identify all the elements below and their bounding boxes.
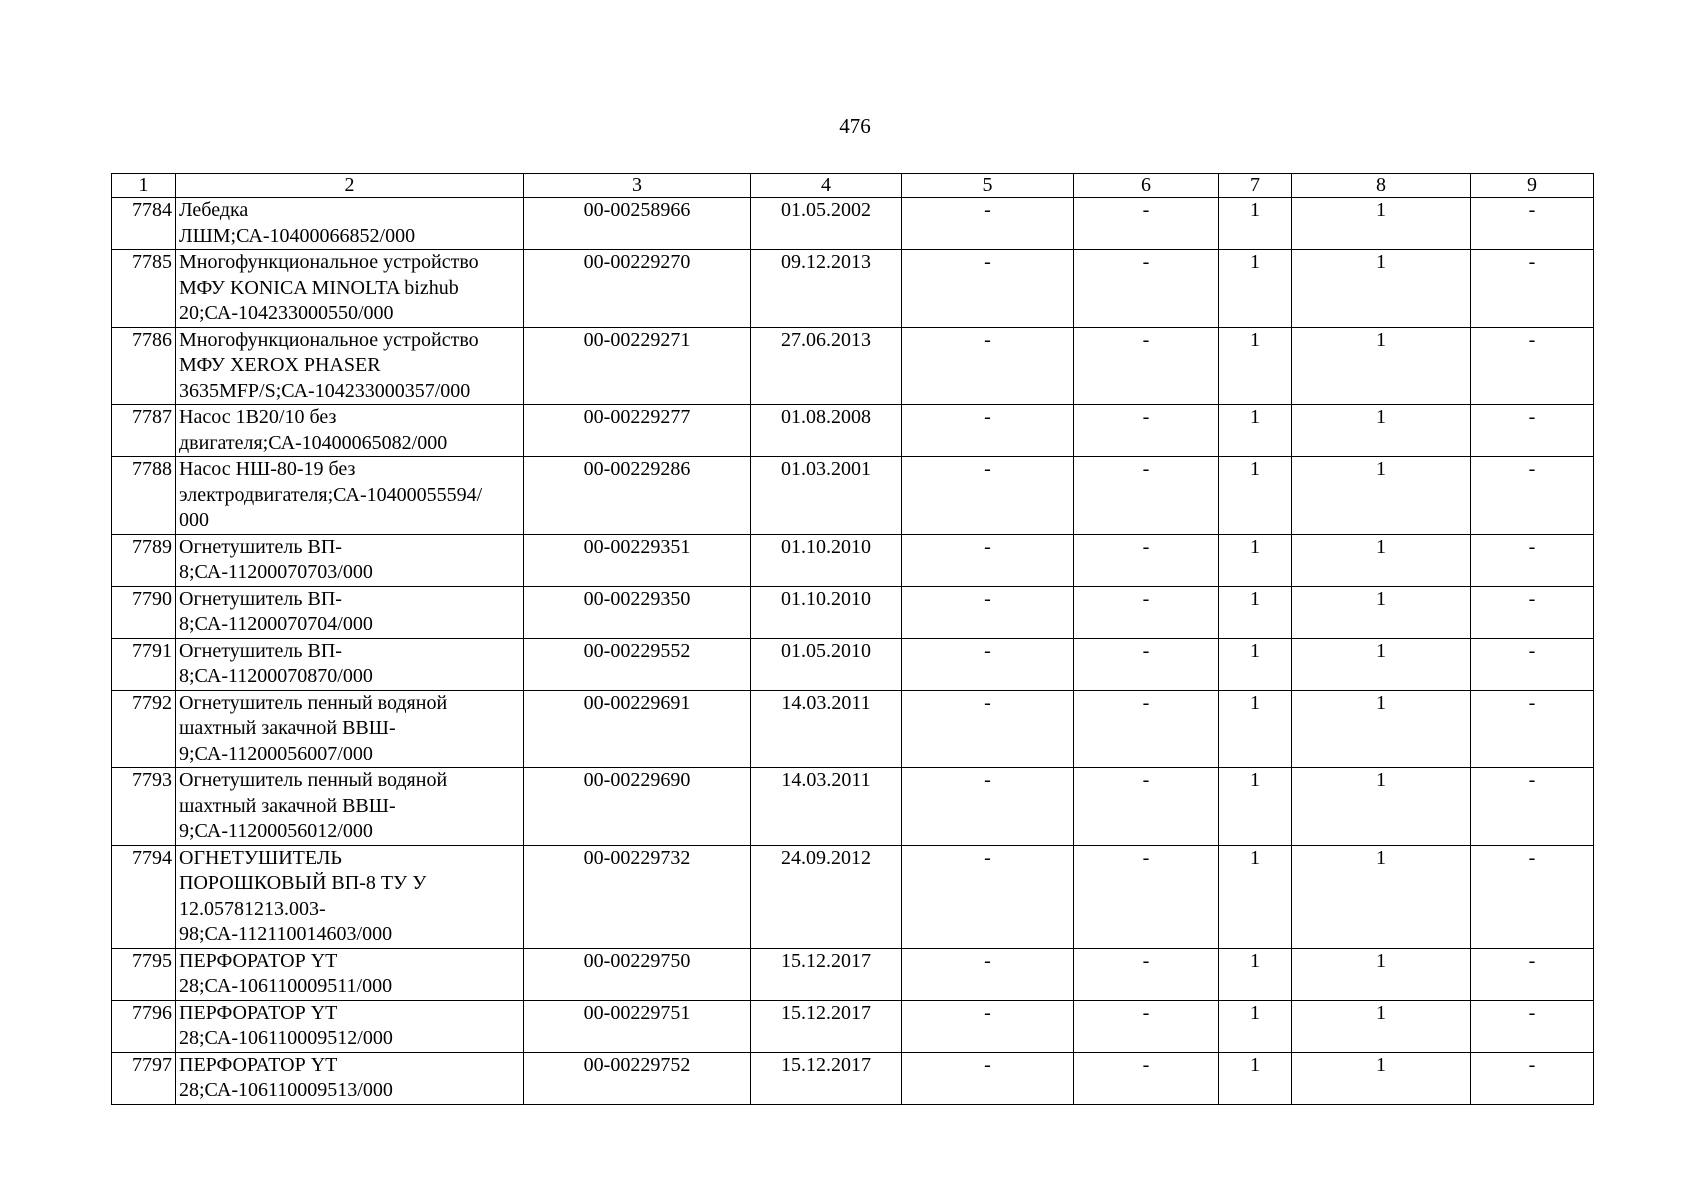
inventory-number-cell: 00-00229351 bbox=[524, 534, 751, 586]
column-5-cell: - bbox=[902, 586, 1074, 638]
item-name-line: 8;СА-11200070870/000 bbox=[179, 665, 373, 687]
column-5-cell: - bbox=[902, 1000, 1074, 1052]
item-name-line: ОГНЕТУШИТЕЛЬ bbox=[179, 846, 342, 869]
column-9-cell: - bbox=[1471, 1000, 1594, 1052]
inventory-number-cell: 00-00229691 bbox=[524, 690, 751, 768]
item-name-line: 9;СА-11200056012/000 bbox=[179, 820, 373, 842]
date-cell: 14.03.2011 bbox=[751, 690, 902, 768]
table-row bbox=[112, 1000, 1594, 1052]
item-name-line: двигателя;СА-10400065082/000 bbox=[179, 431, 448, 454]
column-6-cell: - bbox=[1074, 1000, 1219, 1052]
inventory-number-cell: 00-00229690 bbox=[524, 768, 751, 846]
inventory-number-cell: 00-00229277 bbox=[524, 405, 751, 457]
row-number-cell: 7795 bbox=[112, 948, 176, 1000]
column-6-cell: - bbox=[1074, 250, 1219, 328]
column-9-cell: - bbox=[1471, 250, 1594, 328]
inventory-number-cell: 00-00229732 bbox=[524, 845, 751, 948]
column-8-cell: 1 bbox=[1292, 690, 1471, 768]
row-number-cell: 7792 bbox=[112, 690, 176, 768]
column-header-5: 5 bbox=[902, 174, 1074, 198]
page-number: 476 bbox=[839, 114, 871, 138]
inventory-number-cell: 00-00229271 bbox=[524, 327, 751, 405]
table-body bbox=[112, 198, 1594, 1105]
column-5-cell: - bbox=[902, 948, 1074, 1000]
column-header-6: 6 bbox=[1074, 174, 1219, 198]
date-cell: 15.12.2017 bbox=[751, 948, 902, 1000]
row-number-cell: 7790 bbox=[112, 586, 176, 638]
column-9-cell: - bbox=[1471, 690, 1594, 768]
item-name-line: ПОРОШКОВЫЙ ВП-8 ТУ У bbox=[179, 872, 427, 894]
column-7-cell: 1 bbox=[1219, 948, 1292, 1000]
item-name-line: электродвигателя;СА-10400055594/ bbox=[179, 483, 483, 506]
column-7-cell: 1 bbox=[1219, 1000, 1292, 1052]
date-cell: 15.12.2017 bbox=[751, 1000, 902, 1052]
item-name-line: Огнетушитель ВП- bbox=[179, 535, 342, 558]
column-7-cell: 1 bbox=[1219, 250, 1292, 328]
date-cell: 27.06.2013 bbox=[751, 327, 902, 405]
item-name-line: 000 bbox=[179, 509, 209, 531]
table-row bbox=[112, 845, 1594, 948]
column-8-cell: 1 bbox=[1292, 1052, 1471, 1104]
item-name-cell bbox=[176, 586, 524, 638]
item-name-cell bbox=[176, 690, 524, 768]
item-name-line: шахтный закачной ВВШ- bbox=[179, 717, 396, 739]
row-number-cell: 7794 bbox=[112, 845, 176, 948]
date-cell: 01.08.2008 bbox=[751, 405, 902, 457]
inventory-number-cell: 00-00258966 bbox=[524, 198, 751, 250]
column-6-cell: - bbox=[1074, 638, 1219, 690]
item-name-line: 98;СА-112110014603/000 bbox=[179, 923, 393, 945]
column-6-cell: - bbox=[1074, 1052, 1219, 1104]
item-name-line: Насос 1В20/10 без bbox=[179, 406, 337, 428]
item-name-line: 20;СА-104233000550/000 bbox=[179, 302, 394, 324]
table-row bbox=[112, 457, 1594, 535]
column-8-cell: 1 bbox=[1292, 586, 1471, 638]
item-name-line: 3635MFP/S;СА-104233000357/000 bbox=[179, 379, 471, 402]
column-header-4: 4 bbox=[751, 174, 902, 198]
item-name-line: Огнетушитель пенный водяной bbox=[179, 691, 448, 714]
item-name-line: 28;СА-106110009511/000 bbox=[179, 975, 393, 997]
item-name-cell bbox=[176, 457, 524, 535]
column-9-cell: - bbox=[1471, 534, 1594, 586]
column-9-cell: - bbox=[1471, 845, 1594, 948]
item-name-cell bbox=[176, 948, 524, 1000]
column-header-8: 8 bbox=[1292, 174, 1471, 198]
date-cell: 01.05.2002 bbox=[751, 198, 902, 250]
column-8-cell: 1 bbox=[1292, 534, 1471, 586]
item-name-line: Огнетушитель пенный водяной bbox=[179, 769, 448, 791]
column-6-cell: - bbox=[1074, 948, 1219, 1000]
item-name-line: Огнетушитель ВП- bbox=[179, 587, 342, 610]
column-8-cell: 1 bbox=[1292, 948, 1471, 1000]
column-7-cell: 1 bbox=[1219, 586, 1292, 638]
row-number-cell: 7784 bbox=[112, 198, 176, 250]
column-header-9: 9 bbox=[1471, 174, 1594, 198]
column-8-cell: 1 bbox=[1292, 638, 1471, 690]
column-header-2: 2 bbox=[176, 174, 524, 198]
column-5-cell: - bbox=[902, 250, 1074, 328]
row-number-cell: 7787 bbox=[112, 405, 176, 457]
column-6-cell: - bbox=[1074, 405, 1219, 457]
column-9-cell: - bbox=[1471, 768, 1594, 846]
item-name-cell bbox=[176, 1052, 524, 1104]
column-6-cell: - bbox=[1074, 768, 1219, 846]
column-7-cell: 1 bbox=[1219, 768, 1292, 846]
item-name-line: ПЕРФОРАТОР YT bbox=[179, 949, 338, 972]
table-row bbox=[112, 327, 1594, 405]
date-cell: 01.05.2010 bbox=[751, 638, 902, 690]
date-cell: 14.03.2011 bbox=[751, 768, 902, 846]
row-number-cell: 7791 bbox=[112, 638, 176, 690]
column-9-cell: - bbox=[1471, 586, 1594, 638]
item-name-cell bbox=[176, 198, 524, 250]
column-9-cell: - bbox=[1471, 457, 1594, 535]
column-6-cell: - bbox=[1074, 327, 1219, 405]
column-5-cell: - bbox=[902, 327, 1074, 405]
column-5-cell: - bbox=[902, 534, 1074, 586]
item-name-line: МФУ XEROX PHASER bbox=[179, 354, 381, 376]
column-5-cell: - bbox=[902, 1052, 1074, 1104]
date-cell: 09.12.2013 bbox=[751, 250, 902, 328]
column-9-cell: - bbox=[1471, 327, 1594, 405]
item-name-line: Многофункциональное устройство bbox=[179, 251, 479, 273]
inventory-number-cell: 00-00229270 bbox=[524, 250, 751, 328]
table-row bbox=[112, 768, 1594, 846]
column-7-cell: 1 bbox=[1219, 1052, 1292, 1104]
column-5-cell: - bbox=[902, 198, 1074, 250]
column-6-cell: - bbox=[1074, 690, 1219, 768]
item-name-line: Многофункциональное устройство bbox=[179, 328, 479, 351]
date-cell: 01.10.2010 bbox=[751, 534, 902, 586]
item-name-line: 9;СА-11200056007/000 bbox=[179, 742, 373, 765]
column-9-cell: - bbox=[1471, 198, 1594, 250]
column-7-cell: 1 bbox=[1219, 638, 1292, 690]
column-5-cell: - bbox=[902, 457, 1074, 535]
table-row bbox=[112, 690, 1594, 768]
item-name-cell bbox=[176, 768, 524, 846]
date-cell: 01.10.2010 bbox=[751, 586, 902, 638]
column-6-cell: - bbox=[1074, 534, 1219, 586]
column-5-cell: - bbox=[902, 638, 1074, 690]
row-number-cell: 7789 bbox=[112, 534, 176, 586]
column-8-cell: 1 bbox=[1292, 198, 1471, 250]
column-7-cell: 1 bbox=[1219, 690, 1292, 768]
item-name-line: 28;СА-106110009513/000 bbox=[179, 1079, 393, 1101]
column-9-cell: - bbox=[1471, 948, 1594, 1000]
column-8-cell: 1 bbox=[1292, 405, 1471, 457]
column-8-cell: 1 bbox=[1292, 768, 1471, 846]
item-name-line: МФУ KONICA MINOLTA bizhub bbox=[179, 276, 459, 299]
item-name-line: Огнетушитель ВП- bbox=[179, 639, 342, 662]
column-6-cell: - bbox=[1074, 457, 1219, 535]
column-7-cell: 1 bbox=[1219, 534, 1292, 586]
column-8-cell: 1 bbox=[1292, 327, 1471, 405]
item-name-cell bbox=[176, 1000, 524, 1052]
date-cell: 15.12.2017 bbox=[751, 1052, 902, 1104]
column-7-cell: 1 bbox=[1219, 327, 1292, 405]
item-name-line: ПЕРФОРАТОР YT bbox=[179, 1053, 338, 1076]
column-header-1: 1 bbox=[112, 174, 176, 198]
row-number-cell: 7788 bbox=[112, 457, 176, 535]
date-cell: 24.09.2012 bbox=[751, 845, 902, 948]
column-header-7: 7 bbox=[1219, 174, 1292, 198]
inventory-number-cell: 00-00229750 bbox=[524, 948, 751, 1000]
column-8-cell: 1 bbox=[1292, 1000, 1471, 1052]
row-number-cell: 7785 bbox=[112, 250, 176, 328]
row-number-cell: 7796 bbox=[112, 1000, 176, 1052]
item-name-line: 8;СА-11200070704/000 bbox=[179, 613, 373, 635]
column-6-cell: - bbox=[1074, 845, 1219, 948]
date-cell: 01.03.2001 bbox=[751, 457, 902, 535]
row-number-cell: 7797 bbox=[112, 1052, 176, 1104]
header-row bbox=[112, 174, 1594, 198]
column-6-cell: - bbox=[1074, 586, 1219, 638]
inventory-number-cell: 00-00229552 bbox=[524, 638, 751, 690]
table-row bbox=[112, 534, 1594, 586]
item-name-line: 12.05781213.003- bbox=[179, 897, 326, 920]
table-row bbox=[112, 1052, 1594, 1104]
column-8-cell: 1 bbox=[1292, 250, 1471, 328]
column-5-cell: - bbox=[902, 845, 1074, 948]
table-row bbox=[112, 405, 1594, 457]
column-6-cell: - bbox=[1074, 198, 1219, 250]
table-row bbox=[112, 250, 1594, 328]
column-7-cell: 1 bbox=[1219, 198, 1292, 250]
row-number-cell: 7793 bbox=[112, 768, 176, 846]
inventory-number-cell: 00-00229286 bbox=[524, 457, 751, 535]
table-row bbox=[112, 198, 1594, 250]
item-name-line: Насос НШ-80-19 без bbox=[179, 458, 356, 480]
inventory-number-cell: 00-00229752 bbox=[524, 1052, 751, 1104]
inventory-number-cell: 00-00229350 bbox=[524, 586, 751, 638]
column-9-cell: - bbox=[1471, 1052, 1594, 1104]
item-name-line: 28;СА-106110009512/000 bbox=[179, 1027, 393, 1049]
column-7-cell: 1 bbox=[1219, 405, 1292, 457]
column-5-cell: - bbox=[902, 690, 1074, 768]
column-9-cell: - bbox=[1471, 638, 1594, 690]
column-8-cell: 1 bbox=[1292, 845, 1471, 948]
item-name-cell bbox=[176, 534, 524, 586]
column-header-3: 3 bbox=[524, 174, 751, 198]
column-7-cell: 1 bbox=[1219, 845, 1292, 948]
table-row bbox=[112, 948, 1594, 1000]
register-table bbox=[111, 173, 1594, 1105]
item-name-line: 8;СА-11200070703/000 bbox=[179, 561, 373, 583]
item-name-line: ПЕРФОРАТОР YT bbox=[179, 1001, 338, 1024]
item-name-cell bbox=[176, 405, 524, 457]
column-5-cell: - bbox=[902, 405, 1074, 457]
inventory-number-cell: 00-00229751 bbox=[524, 1000, 751, 1052]
item-name-line: шахтный закачной ВВШ- bbox=[179, 794, 396, 817]
column-7-cell: 1 bbox=[1219, 457, 1292, 535]
item-name-line: ЛШМ;СА-10400066852/000 bbox=[179, 224, 416, 247]
item-name-cell bbox=[176, 638, 524, 690]
table-row bbox=[112, 586, 1594, 638]
column-9-cell: - bbox=[1471, 405, 1594, 457]
table-row bbox=[112, 638, 1594, 690]
item-name-cell bbox=[176, 327, 524, 405]
item-name-cell bbox=[176, 250, 524, 328]
column-5-cell: - bbox=[902, 768, 1074, 846]
item-name-cell bbox=[176, 845, 524, 948]
item-name-line: Лебедка bbox=[179, 199, 249, 221]
row-number-cell: 7786 bbox=[112, 327, 176, 405]
column-8-cell: 1 bbox=[1292, 457, 1471, 535]
